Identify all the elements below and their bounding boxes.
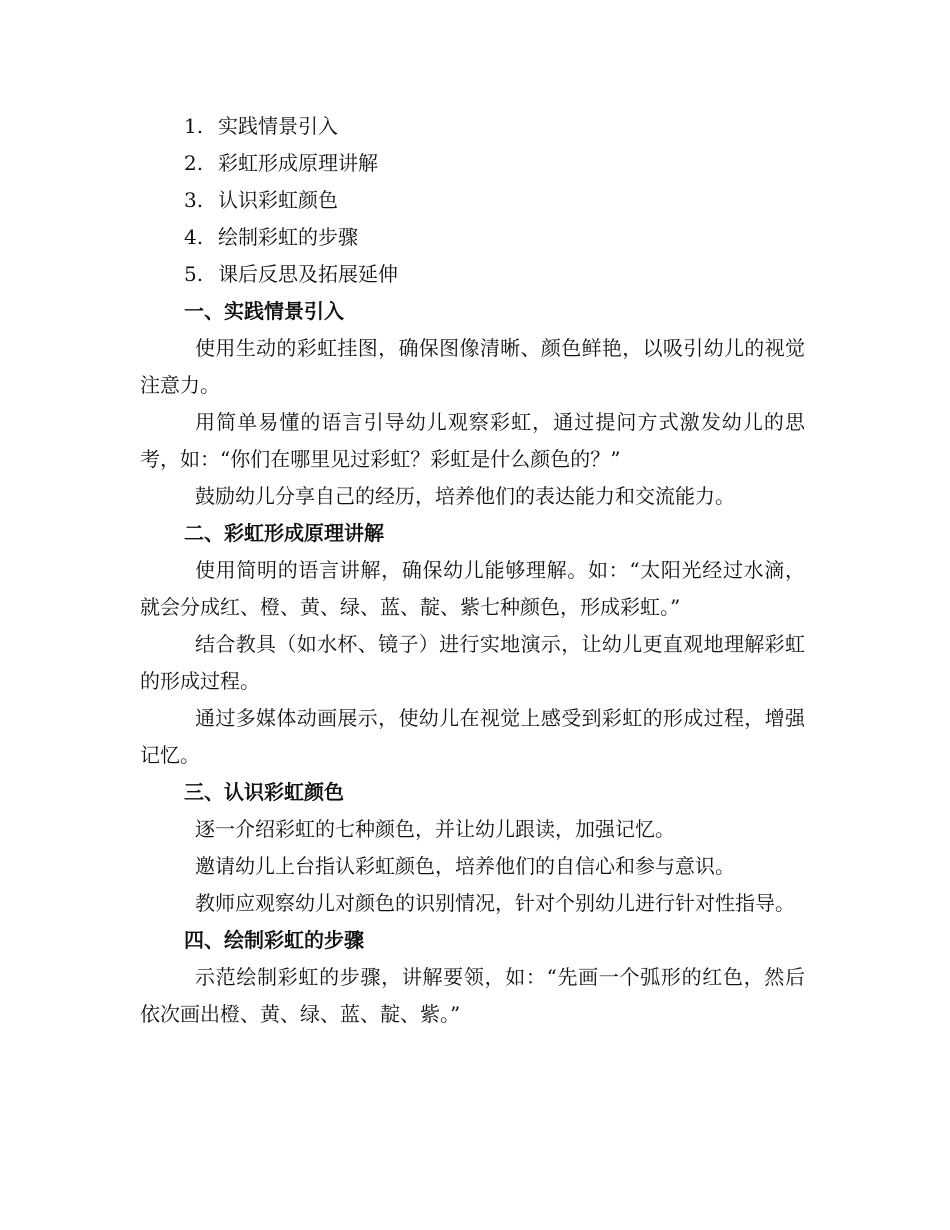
paragraph: 示范绘制彩虹的步骤，讲解要领，如：“先画一个弧形的红色，然后依次画出橙、黄、绿、蓝、靛、紫。” [140,965,805,1026]
paragraph: 使用简明的语言讲解，确保幼儿能够理解。如：“太阳光经过水滴，就会分成红、橙、黄、绿、蓝、靛、紫七种颜色，形成彩虹。” [140,558,805,619]
section-heading: 一、实践情景引入 [184,299,344,323]
outline-number: 4. [184,225,204,249]
outline-text: 彩虹形成原理讲解 [218,151,378,175]
paragraph: 使用生动的彩虹挂图，确保图像清晰、颜色鲜艳，以吸引幼儿的视觉注意力。 [140,336,805,397]
paragraph: 教师应观察幼儿对颜色的识别情况，针对个别幼儿进行针对性指导。 [195,891,795,915]
section-colors [140,774,805,922]
outline-number: 3. [184,188,204,212]
outline-number: 5. [184,262,204,286]
paragraph: 结合教具（如水杯、镜子）进行实地演示，让幼儿更直观地理解彩虹的形成过程。 [140,632,805,693]
section-principle [140,515,805,774]
outline-item [140,256,805,293]
outline-item [140,108,805,145]
outline-list [140,108,805,293]
paragraph: 逐一介绍彩虹的七种颜色，并让幼儿跟读，加强记忆。 [195,817,675,841]
outline-text: 实践情景引入 [218,114,338,138]
section-drawing [140,922,805,1033]
outline-text: 认识彩虹颜色 [218,188,338,212]
section-heading: 二、彩虹形成原理讲解 [184,521,384,545]
paragraph: 用简单易懂的语言引导幼儿观察彩虹，通过提问方式激发幼儿的思考，如：“你们在哪里见过彩虹？彩虹是什么颜色的？” [140,410,805,471]
paragraph: 通过多媒体动画展示，使幼儿在视觉上感受到彩虹的形成过程，增强记忆。 [140,706,805,767]
section-heading: 四、绘制彩虹的步骤 [184,928,364,952]
outline-number: 2. [184,151,204,175]
paragraph: 鼓励幼儿分享自己的经历，培养他们的表达能力和交流能力。 [195,484,735,508]
outline-item [140,145,805,182]
section-intro [140,293,805,515]
outline-item [140,182,805,219]
outline-text: 绘制彩虹的步骤 [218,225,358,249]
outline-item [140,219,805,256]
document-body [140,108,805,1033]
outline-text: 课后反思及拓展延伸 [218,262,398,286]
paragraph: 邀请幼儿上台指认彩虹颜色，培养他们的自信心和参与意识。 [195,854,735,878]
section-heading: 三、认识彩虹颜色 [184,780,344,804]
outline-number: 1. [184,114,204,138]
